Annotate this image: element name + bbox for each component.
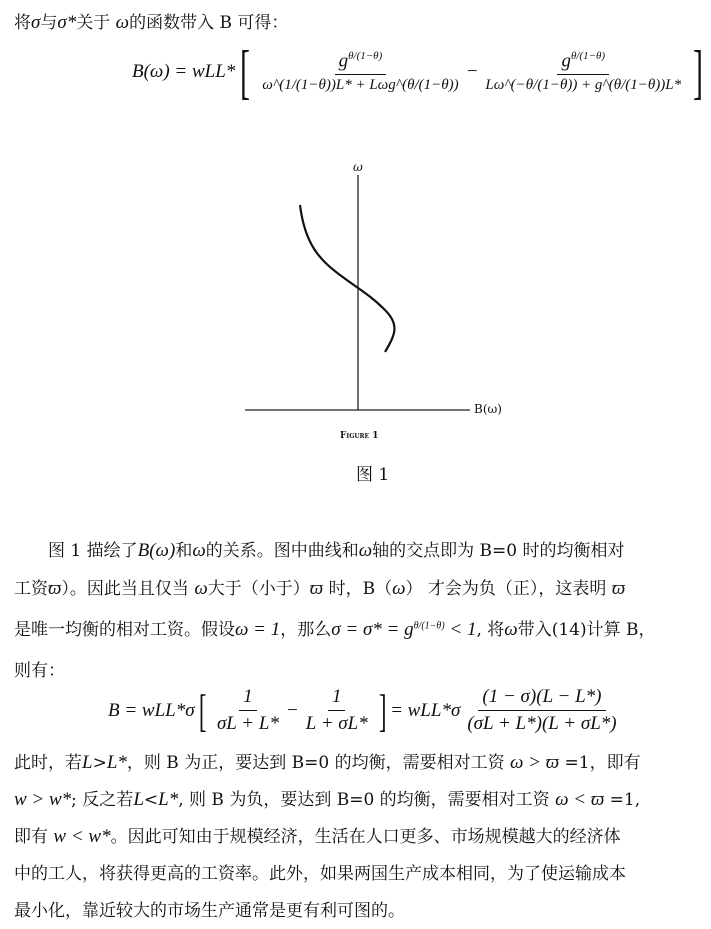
math: ω (392, 578, 406, 599)
figure-caption: 图 1 (356, 465, 390, 485)
math: w < w* (53, 826, 111, 847)
para2-line1 (14, 748, 641, 774)
text: 1 (239, 686, 257, 711)
math: σ* (57, 12, 77, 33)
math: L* (158, 789, 179, 810)
equation-b (108, 686, 624, 735)
math: ω (115, 12, 130, 33)
figure-inner-caption: Figure 1 (340, 431, 379, 441)
text: 即有 (14, 827, 54, 847)
frac1-den: ω^(1/(1−θ))L* + Lωg^(θ/(1−θ)) (262, 77, 459, 94)
text: =1, (604, 790, 641, 810)
para2-line3 (14, 822, 621, 848)
text: θ/(1−θ) (570, 49, 606, 62)
text: ，那么 (280, 620, 332, 640)
text: 。因此可知由于规模经济，生活在人口更多、市场规模越大的经济体 (110, 827, 621, 847)
frac1-num (335, 50, 387, 75)
text: ） 才会为负（正），这表明 (405, 579, 612, 599)
text (463, 686, 620, 735)
text: (1 − σ)(L − L*) (478, 686, 605, 711)
para1-line1 (48, 536, 625, 562)
text: L + σL* (305, 713, 368, 734)
text: 带入(14)计算 B， (517, 620, 656, 640)
text: 和 (175, 541, 193, 561)
math: ϖ (309, 578, 324, 599)
minus: − (465, 61, 479, 82)
math: w > w* (14, 789, 72, 810)
text: , 则 B 为负，要达到 B=0 的均衡，需要相对工资 (178, 790, 556, 810)
frac2-den: Lω^(−θ/(1−θ)) + g^(θ/(1−θ))L* (485, 77, 682, 94)
math: ω = 1 (235, 619, 281, 640)
text: < (143, 790, 159, 810)
math: ϖ (48, 578, 62, 599)
figure-1-plot (0, 150, 711, 430)
math: L (82, 752, 93, 773)
math: ω (192, 540, 206, 561)
b-omega-curve (300, 205, 394, 352)
math: ω < ϖ (555, 789, 605, 810)
math: ω (194, 578, 208, 599)
text: 时，B（ (323, 579, 393, 599)
y-axis-label: ω (353, 160, 363, 174)
text: 工资 (14, 579, 48, 599)
math: θ/(1−θ) (413, 620, 445, 632)
text: 1 (328, 686, 346, 711)
math: ω > ϖ (509, 752, 560, 773)
para2-line2 (14, 785, 640, 811)
text: 的函数带入 B 可得： (129, 13, 289, 33)
text: , 将 (476, 620, 505, 640)
math: ω (504, 619, 518, 640)
para1-line3 (14, 615, 656, 641)
text: 是唯一均衡的相对工资。假设 (14, 620, 235, 640)
intro-text (14, 8, 288, 34)
text: =1，即有 (559, 753, 641, 773)
math: B(ω) (137, 540, 176, 561)
equation-b-omega (132, 39, 708, 105)
text: ] (378, 684, 387, 736)
text: = wLL*σ (390, 699, 461, 721)
frac2-num (557, 50, 609, 75)
text: > (92, 753, 107, 773)
text: 关于 (76, 13, 116, 33)
text: ，则 B 为正，要达到 B=0 的均衡，需要相对工资 (126, 753, 510, 773)
text: − (285, 699, 299, 721)
para2-line5: 最小化，靠近较大的市场生产通常是更有利可图的。 (14, 901, 405, 921)
text: ）。因此当且仅当 (61, 579, 195, 599)
text: θ/(1−θ) (348, 49, 383, 62)
text: 轴的交点即为 B=0 时的均衡相对 (372, 541, 625, 561)
text: B = wLL*σ (108, 699, 195, 721)
math: L* (106, 752, 127, 773)
para1-line2 (14, 574, 625, 600)
text: 将 (14, 13, 31, 33)
text: g (561, 50, 571, 72)
math: L (133, 789, 144, 810)
text: 的关系。图中曲线和 (205, 541, 359, 561)
text: [ (198, 684, 207, 736)
math: < 1 (444, 619, 477, 640)
para2-line4: 中的工人，将获得更高的工资率。此外，如果两国生产成本相同，为了使运输成本 (14, 864, 626, 884)
text (481, 50, 685, 94)
text: g (338, 50, 349, 72)
x-axis-label: B(ω) (474, 402, 502, 416)
text (258, 50, 462, 94)
math: σ (31, 12, 41, 33)
text: 与 (40, 13, 58, 33)
math: σ = σ* = g (331, 619, 414, 640)
text (302, 686, 372, 735)
text: 大于（小于） (207, 579, 310, 599)
text: 此时，若 (14, 753, 82, 773)
text: (σL + L*)(L + σL*) (467, 713, 617, 734)
bracket-right: ] (693, 39, 704, 105)
math: ϖ (611, 578, 626, 599)
text (213, 686, 283, 735)
text: σL + L* (216, 713, 279, 734)
text: 图 1 描绘了 (48, 541, 138, 561)
para1-line4: 则有： (14, 661, 65, 681)
math: ω (358, 540, 373, 561)
bracket-left: [ (240, 39, 251, 105)
text: ; 反之若 (71, 790, 134, 810)
eq-lhs: B(ω) = wLL* (132, 61, 236, 82)
